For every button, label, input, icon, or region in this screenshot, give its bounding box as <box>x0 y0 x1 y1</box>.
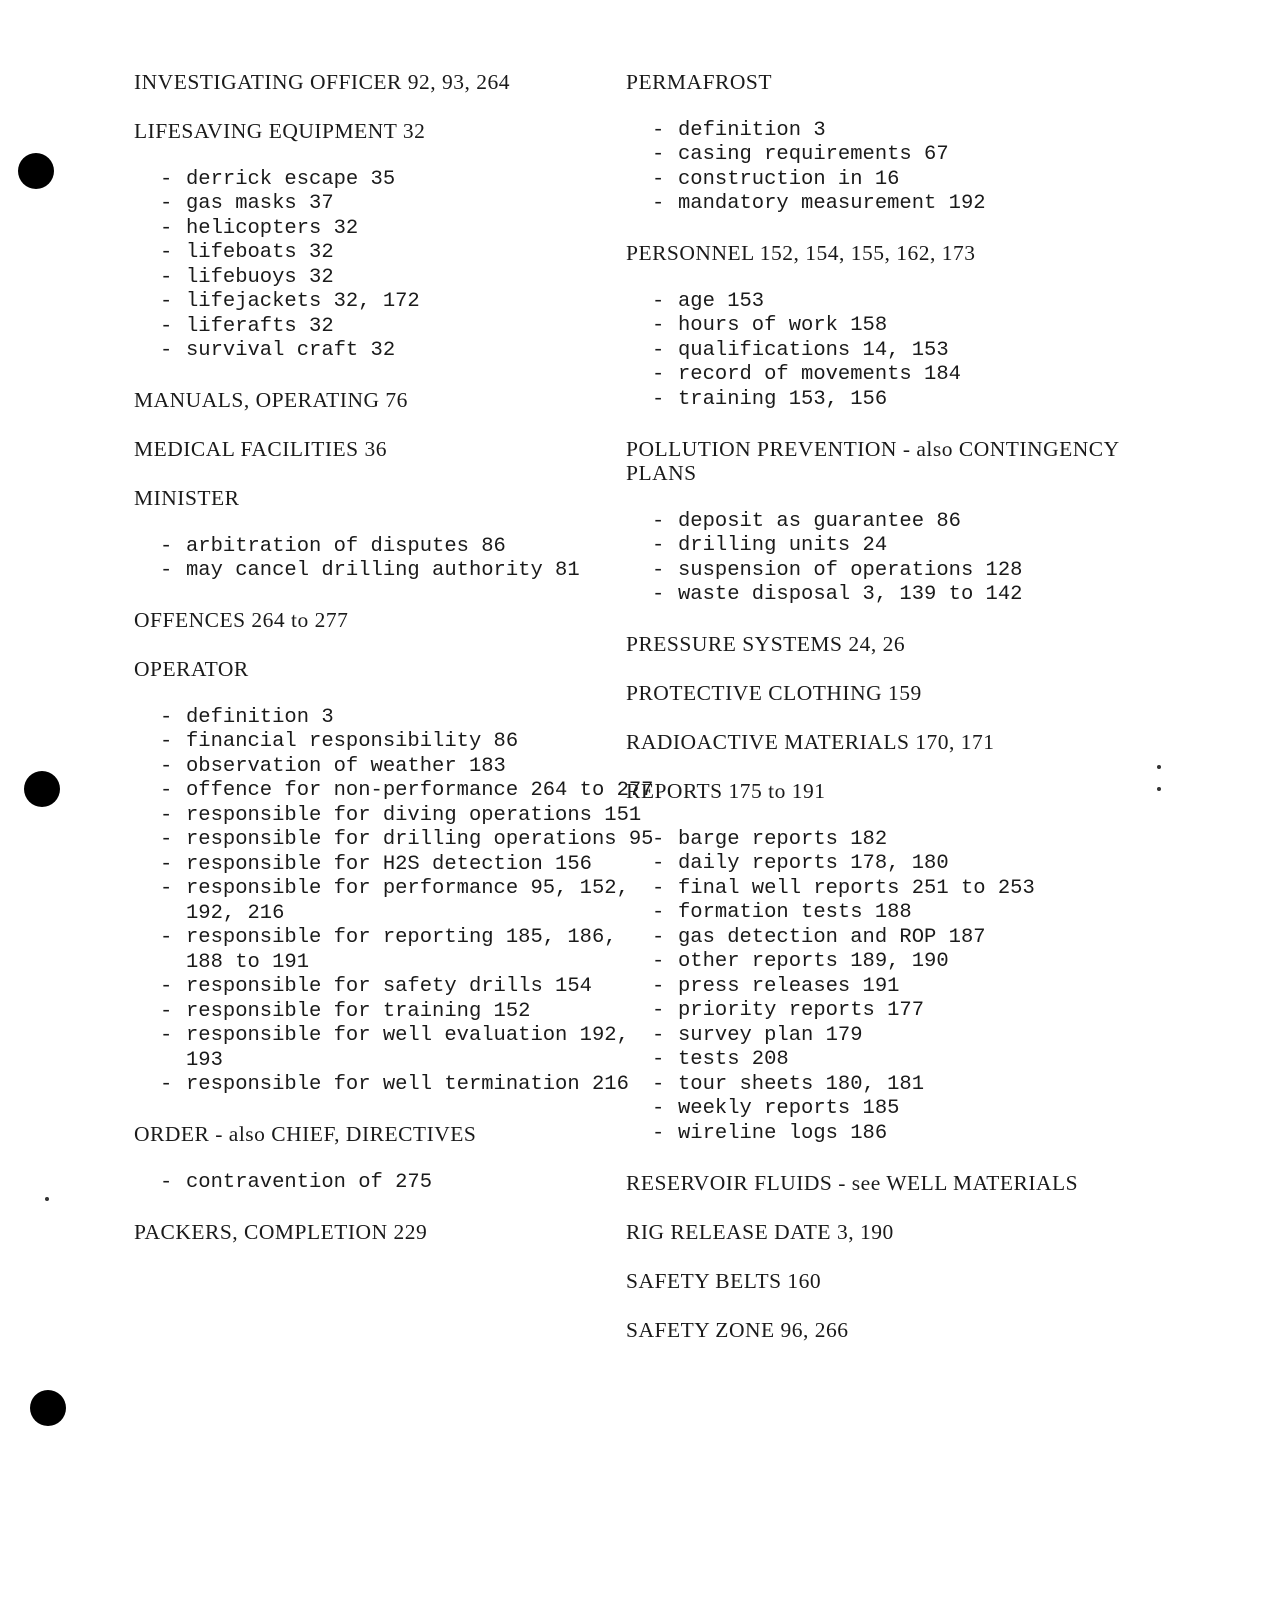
index-entry <box>626 437 1146 608</box>
subentry-text: financial responsibility 86 <box>186 730 519 753</box>
speck <box>45 1197 49 1201</box>
subentry-text: may cancel drilling authority 81 <box>186 559 580 582</box>
index-column-right <box>626 70 1146 1342</box>
index-column-left <box>134 70 654 1244</box>
dash-marker: - <box>652 1048 665 1071</box>
entry-gap <box>134 413 654 438</box>
dash-marker: - <box>160 241 173 264</box>
dash-marker: - <box>652 1121 665 1145</box>
subentry <box>652 1024 1146 1049</box>
subentry-text: responsible for drilling operations 95 <box>186 828 654 851</box>
subentry <box>652 583 1146 608</box>
subentry-text: weekly reports 185 <box>678 1097 900 1120</box>
dash-marker: - <box>652 363 665 386</box>
subentry-text: daily reports 178, 180 <box>678 852 949 875</box>
subentry <box>652 314 1146 339</box>
speck <box>1157 765 1161 769</box>
dash-marker: - <box>652 387 665 411</box>
index-entry <box>134 657 654 1098</box>
subentry-list <box>160 1171 654 1196</box>
entry-gap <box>134 584 654 609</box>
dash-marker: - <box>652 1072 665 1096</box>
dash-marker: - <box>160 926 173 949</box>
subentry-text: age 153 <box>678 289 765 313</box>
subentry <box>160 755 654 780</box>
dash-marker: - <box>160 192 173 215</box>
subentry-text: training 153, 156 <box>678 387 888 411</box>
dash-marker: - <box>160 852 173 876</box>
punch-hole-bottom <box>30 1390 66 1426</box>
subentry-text: drilling units 24 <box>678 534 888 557</box>
subentry-list <box>652 510 1146 608</box>
entry-gap <box>626 1244 1146 1269</box>
subentry <box>652 363 1146 388</box>
speck <box>1157 787 1161 791</box>
dash-marker: - <box>160 216 173 240</box>
subentry-text: responsible for well termination 216 <box>186 1073 629 1096</box>
dash-marker: - <box>160 705 173 729</box>
subentry-text: mandatory measurement 192 <box>678 192 986 215</box>
index-entry <box>134 119 654 364</box>
dash-marker: - <box>652 974 665 998</box>
index-heading: OPERATOR <box>134 657 249 681</box>
dash-marker: - <box>652 509 665 533</box>
dash-marker: - <box>160 1073 173 1096</box>
subentry <box>160 1024 654 1073</box>
index-heading: SAFETY ZONE 96, 266 <box>626 1317 849 1342</box>
subentry <box>652 192 1146 217</box>
subentry <box>652 290 1146 315</box>
index-heading: INVESTIGATING OFFICER 92, 93, 264 <box>134 70 511 94</box>
index-entry <box>134 388 654 413</box>
subentry <box>652 534 1146 559</box>
entry-gap <box>626 1195 1146 1220</box>
entry-gap <box>626 657 1146 682</box>
subentry <box>160 559 654 584</box>
subentry-text: tour sheets 180, 181 <box>678 1072 925 1096</box>
subentry-text: waste disposal 3, 139 to 142 <box>678 583 1023 606</box>
subentry <box>652 999 1146 1024</box>
subentry <box>160 926 654 975</box>
subentry <box>160 217 654 242</box>
subentry-list <box>652 290 1146 413</box>
index-entry <box>134 1122 654 1195</box>
entry-gap <box>626 1293 1146 1318</box>
index-heading: MANUALS, OPERATING 76 <box>134 388 408 412</box>
index-entry <box>134 608 654 633</box>
subentry <box>160 192 654 217</box>
subentry <box>652 119 1146 144</box>
subentry <box>652 168 1146 193</box>
subentry <box>160 535 654 560</box>
entry-gap <box>626 1146 1146 1171</box>
dash-marker: - <box>652 827 665 851</box>
index-heading: PERSONNEL 152, 154, 155, 162, 173 <box>626 241 976 265</box>
punch-hole-middle <box>24 771 60 807</box>
subentry <box>652 877 1146 902</box>
subentry-text: helicopters 32 <box>186 216 359 240</box>
dash-marker: - <box>160 754 173 778</box>
dash-marker: - <box>160 314 173 338</box>
subentry <box>652 1048 1146 1073</box>
dash-marker: - <box>160 1024 173 1047</box>
subentry <box>160 290 654 315</box>
index-heading: PROTECTIVE CLOTHING 159 <box>626 681 922 705</box>
subentry <box>652 926 1146 951</box>
subentry <box>652 339 1146 364</box>
subentry-text: responsible for well evaluation 192, 193 <box>186 1024 642 1072</box>
dash-marker: - <box>652 1023 665 1047</box>
dash-marker: - <box>652 583 665 606</box>
subentry <box>160 315 654 340</box>
dash-marker: - <box>652 950 665 973</box>
index-entry <box>134 437 654 462</box>
subentry-text: formation tests 188 <box>678 901 912 924</box>
subentry-text: lifejackets 32, 172 <box>186 290 420 313</box>
subentry-text: lifebuoys 32 <box>186 265 334 289</box>
subentry <box>160 975 654 1000</box>
index-heading: PRESSURE SYSTEMS 24, 26 <box>626 632 906 656</box>
index-entry <box>626 1171 1146 1196</box>
index-heading: ORDER - also CHIEF, DIRECTIVES <box>134 1122 477 1146</box>
dash-marker: - <box>652 118 665 142</box>
subentry-text: priority reports 177 <box>678 999 925 1022</box>
subentry <box>652 1122 1146 1147</box>
entry-gap <box>134 364 654 389</box>
entry-gap <box>626 608 1146 633</box>
subentry <box>160 266 654 291</box>
index-entry <box>134 70 654 95</box>
dash-marker: - <box>160 265 173 289</box>
subentry-text: gas detection and ROP 187 <box>678 925 986 949</box>
subentry-list <box>160 168 654 364</box>
dash-marker: - <box>160 999 173 1023</box>
dash-marker: - <box>652 852 665 875</box>
entry-gap <box>626 706 1146 731</box>
subentry-text: responsible for H2S detection 156 <box>186 852 592 876</box>
subentry-text: suspension of operations 128 <box>678 558 1023 582</box>
subentry-text: contravention of 275 <box>186 1170 433 1194</box>
index-entry <box>626 70 1146 217</box>
dash-marker: - <box>652 1097 665 1120</box>
entry-gap <box>134 95 654 120</box>
entry-gap <box>626 412 1146 437</box>
entry-gap <box>134 633 654 658</box>
subentry-text: qualifications 14, 153 <box>678 338 949 362</box>
subentry-text: wireline logs 186 <box>678 1121 888 1145</box>
subentry <box>652 559 1146 584</box>
index-heading: SAFETY BELTS 160 <box>626 1268 822 1293</box>
subentry <box>160 730 654 755</box>
entry-gap <box>134 1195 654 1220</box>
subentry-text: liferafts 32 <box>186 314 334 338</box>
subentry <box>652 828 1146 853</box>
index-entry <box>626 632 1146 657</box>
subentry <box>160 241 654 266</box>
dash-marker: - <box>652 925 665 949</box>
index-heading: PACKERS, COMPLETION 229 <box>134 1219 428 1244</box>
subentry-text: barge reports 182 <box>678 827 888 851</box>
dash-marker: - <box>160 877 173 900</box>
subentry-text: survival craft 32 <box>186 339 396 362</box>
subentry-text: hours of work 158 <box>678 314 888 337</box>
subentry <box>652 975 1146 1000</box>
index-entry <box>626 1269 1146 1294</box>
dash-marker: - <box>160 290 173 313</box>
subentry-list <box>160 706 654 1098</box>
subentry-text: derrick escape 35 <box>186 167 396 191</box>
index-entry <box>626 681 1146 706</box>
subentry-text: offence for non-performance 264 to 277 <box>186 779 654 802</box>
subentry-text: arbitration of disputes 86 <box>186 534 506 558</box>
dash-marker: - <box>160 167 173 191</box>
dash-marker: - <box>652 192 665 215</box>
index-heading: MINISTER <box>134 486 240 510</box>
punch-hole-top <box>18 153 54 189</box>
subentry <box>160 1073 654 1098</box>
subentry-list <box>652 119 1146 217</box>
index-entry <box>626 1318 1146 1343</box>
subentry <box>652 388 1146 413</box>
subentry <box>160 877 654 926</box>
subentry-text: responsible for diving operations 151 <box>186 803 642 827</box>
subentry-text: tests 208 <box>678 1048 789 1071</box>
dash-marker: - <box>652 289 665 313</box>
dash-marker: - <box>652 534 665 557</box>
subentry-text: responsible for reporting 185, 186, 188 to 191 <box>186 926 629 974</box>
dash-marker: - <box>160 339 173 362</box>
subentry-text: deposit as guarantee 86 <box>678 509 961 533</box>
dash-marker: - <box>652 999 665 1022</box>
subentry-text: casing requirements 67 <box>678 143 949 166</box>
subentry <box>652 950 1146 975</box>
subentry-text: construction in 16 <box>678 167 900 191</box>
subentry <box>160 339 654 364</box>
index-heading: RIG RELEASE DATE 3, 190 <box>626 1219 894 1244</box>
subentry-list <box>160 535 654 584</box>
dash-marker: - <box>652 143 665 166</box>
index-heading: OFFENCES 264 to 277 <box>134 608 349 632</box>
subentry <box>652 901 1146 926</box>
subentry <box>652 143 1146 168</box>
index-heading: MEDICAL FACILITIES 36 <box>134 437 387 461</box>
subentry-text: gas masks 37 <box>186 192 334 215</box>
index-entry <box>626 730 1146 755</box>
index-heading: PERMAFROST <box>626 70 772 94</box>
subentry-text: survey plan 179 <box>678 1023 863 1047</box>
dash-marker: - <box>652 338 665 362</box>
subentry-text: final well reports 251 to 253 <box>678 876 1035 900</box>
dash-marker: - <box>652 314 665 337</box>
subentry <box>160 706 654 731</box>
entry-gap <box>626 755 1146 780</box>
dash-marker: - <box>160 975 173 998</box>
index-heading: REPORTS 175 to 191 <box>626 779 826 803</box>
subentry <box>160 804 654 829</box>
index-entry <box>626 241 1146 412</box>
subentry <box>160 779 654 804</box>
subentry-text: definition 3 <box>678 118 826 142</box>
index-heading: POLLUTION PREVENTION - also CONTINGENCY PLANS <box>626 436 1125 485</box>
index-entry <box>626 779 1146 1146</box>
dash-marker: - <box>160 534 173 558</box>
subentry-text: responsible for safety drills 154 <box>186 975 592 998</box>
dash-marker: - <box>652 901 665 924</box>
entry-gap <box>134 1098 654 1123</box>
subentry-text: press releases 191 <box>678 974 900 998</box>
subentry <box>652 1097 1146 1122</box>
subentry-text: other reports 189, 190 <box>678 950 949 973</box>
subentry <box>160 853 654 878</box>
dash-marker: - <box>160 559 173 582</box>
subentry <box>652 510 1146 535</box>
index-heading: RESERVOIR FLUIDS - see WELL MATERIALS <box>626 1170 1079 1195</box>
entry-gap <box>134 462 654 487</box>
index-entry <box>134 486 654 584</box>
subentry-text: responsible for performance 95, 152, 192, 216 <box>186 877 642 925</box>
subentry-text: observation of weather 183 <box>186 754 506 778</box>
subentry-text: responsible for training 152 <box>186 999 531 1023</box>
entry-gap <box>626 217 1146 242</box>
subentry <box>160 1171 654 1196</box>
subentry-text: definition 3 <box>186 705 334 729</box>
subentry <box>652 1073 1146 1098</box>
index-heading: LIFESAVING EQUIPMENT 32 <box>134 119 426 143</box>
subentry <box>652 852 1146 877</box>
index-heading: RADIOACTIVE MATERIALS 170, 171 <box>626 730 995 754</box>
index-entry <box>626 1220 1146 1245</box>
subentry <box>160 828 654 853</box>
dash-marker: - <box>160 730 173 753</box>
dash-marker: - <box>160 779 173 802</box>
dash-marker: - <box>160 1170 173 1194</box>
subentry <box>160 1000 654 1025</box>
subentry-text: record of movements 184 <box>678 363 961 386</box>
subentry-text: lifeboats 32 <box>186 241 334 264</box>
subentry-list <box>652 828 1146 1147</box>
index-entry <box>134 1220 654 1245</box>
subentry <box>160 168 654 193</box>
dash-marker: - <box>652 167 665 191</box>
dash-marker: - <box>160 803 173 827</box>
dash-marker: - <box>652 558 665 582</box>
dash-marker: - <box>160 828 173 851</box>
dash-marker: - <box>652 876 665 900</box>
